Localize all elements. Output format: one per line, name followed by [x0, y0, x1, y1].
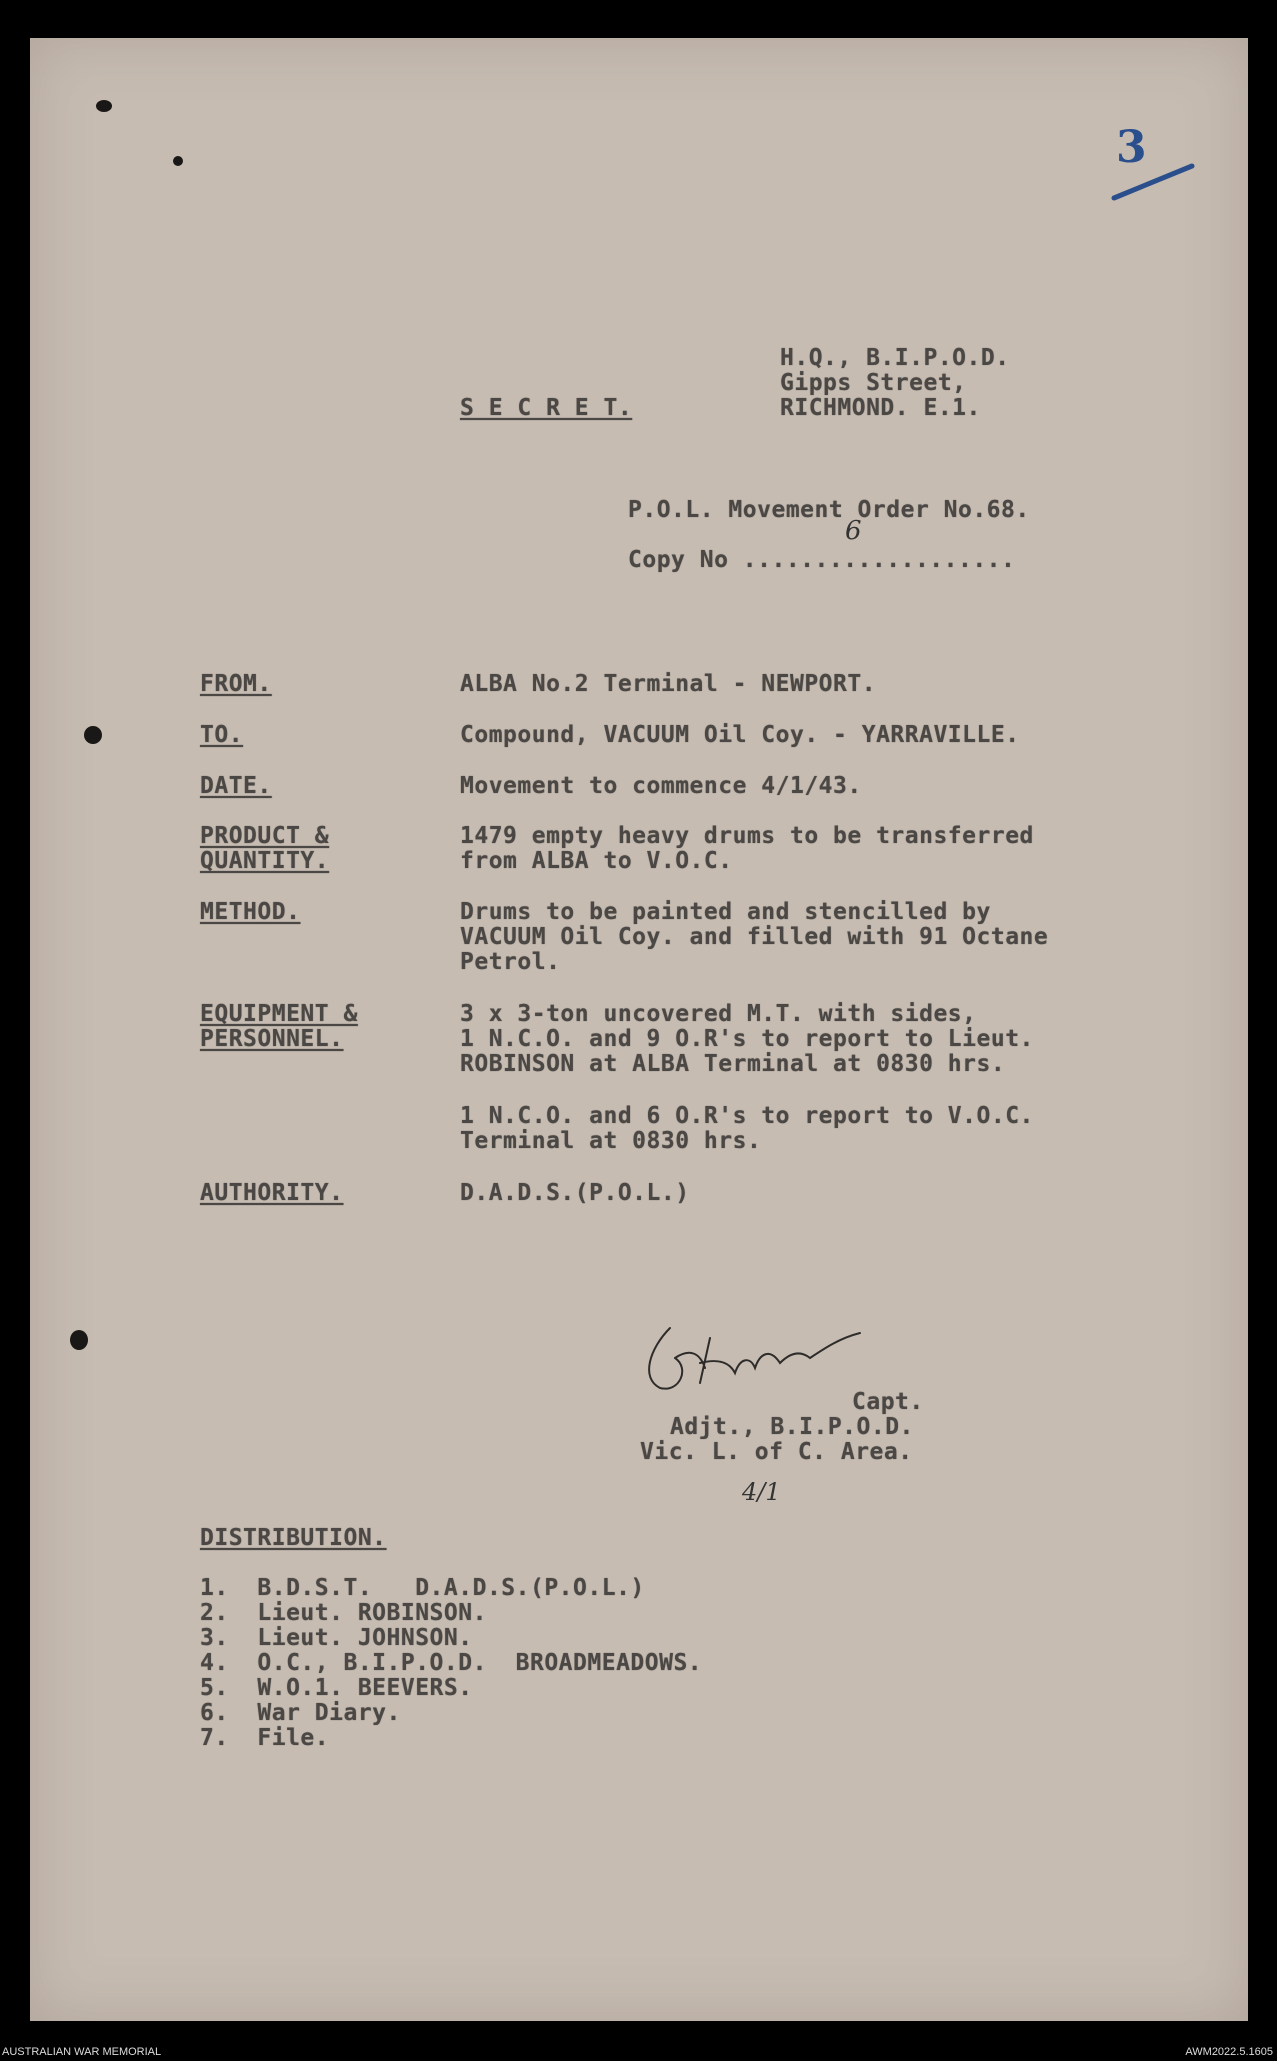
field-label-product: PRODUCT &	[200, 823, 330, 849]
copy-number-handwritten: 6	[845, 516, 862, 546]
distribution-item: 7. File.	[200, 1725, 330, 1751]
punch-hole	[173, 156, 183, 166]
field-label-quantity: QUANTITY.	[200, 848, 330, 874]
field-value-date: Movement to commence 4/1/43.	[460, 773, 862, 799]
field-label-date: DATE.	[200, 773, 272, 799]
address-line: H.Q., B.I.P.O.D.	[780, 345, 1010, 371]
copy-number-label: Copy No ...................	[628, 547, 1016, 573]
signature-appointment: Adjt., B.I.P.O.D.	[670, 1414, 914, 1440]
signature-area: Vic. L. of C. Area.	[640, 1439, 913, 1465]
field-value-to: Compound, VACUUM Oil Coy. - YARRAVILLE.	[460, 722, 1020, 748]
page-number-annotation: 3	[1116, 122, 1147, 173]
punch-hole	[84, 726, 102, 744]
footer-left: AUSTRALIAN WAR MEMORIAL	[2, 2046, 162, 2058]
field-value-method: Drums to be painted and stencilled by	[460, 899, 991, 925]
field-value-method: VACUUM Oil Coy. and filled with 91 Octane	[460, 924, 1049, 950]
distribution-item: 6. War Diary.	[200, 1700, 401, 1726]
address-line: RICHMOND. E.1.	[780, 395, 981, 421]
field-label-equipment: EQUIPMENT &	[200, 1001, 358, 1027]
field-value-product: 1479 empty heavy drums to be transferred	[460, 823, 1034, 849]
distribution-item: 5. W.O.1. BEEVERS.	[200, 1675, 473, 1701]
distribution-item: 1. B.D.S.T. D.A.D.S.(P.O.L.)	[200, 1575, 645, 1601]
footer-right: AWM2022.5.1605	[1185, 2046, 1273, 2058]
secret-heading: S E C R E T.	[460, 395, 633, 421]
signature-rank: Capt.	[852, 1389, 924, 1415]
field-value-equipment: 1 N.C.O. and 9 O.R's to report to Lieut.	[460, 1026, 1034, 1052]
field-label-method: METHOD.	[200, 899, 301, 925]
punch-hole	[96, 100, 112, 112]
distribution-item: 3. Lieut. JOHNSON.	[200, 1625, 473, 1651]
field-label-authority: AUTHORITY.	[200, 1180, 344, 1206]
distribution-item: 2. Lieut. ROBINSON.	[200, 1600, 487, 1626]
field-label-personnel: PERSONNEL.	[200, 1026, 344, 1052]
punch-hole	[70, 1330, 88, 1350]
field-value-from: ALBA No.2 Terminal - NEWPORT.	[460, 671, 877, 697]
field-value-equipment: ROBINSON at ALBA Terminal at 0830 hrs.	[460, 1051, 1006, 1077]
field-value-equipment: 3 x 3-ton uncovered M.T. with sides,	[460, 1001, 977, 1027]
field-value-personnel-voc: 1 N.C.O. and 6 O.R's to report to V.O.C.	[460, 1103, 1034, 1129]
handwritten-date: 4/1	[742, 1478, 781, 1506]
address-line: Gipps Street,	[780, 370, 967, 396]
field-label-from: FROM.	[200, 671, 272, 697]
order-title: P.O.L. Movement Order No.68.	[628, 497, 1030, 523]
distribution-title: DISTRIBUTION.	[200, 1525, 387, 1551]
field-value-personnel-voc: Terminal at 0830 hrs.	[460, 1128, 762, 1154]
document-page	[30, 38, 1248, 2021]
field-label-to: TO.	[200, 722, 244, 748]
blue-stroke-mark	[1110, 158, 1200, 208]
field-value-method: Petrol.	[460, 949, 561, 975]
field-value-authority: D.A.D.S.(P.O.L.)	[460, 1180, 690, 1206]
distribution-item: 4. O.C., B.I.P.O.D. BROADMEADOWS.	[200, 1650, 703, 1676]
field-value-product: from ALBA to V.O.C.	[460, 848, 733, 874]
handwritten-signature	[630, 1308, 870, 1398]
